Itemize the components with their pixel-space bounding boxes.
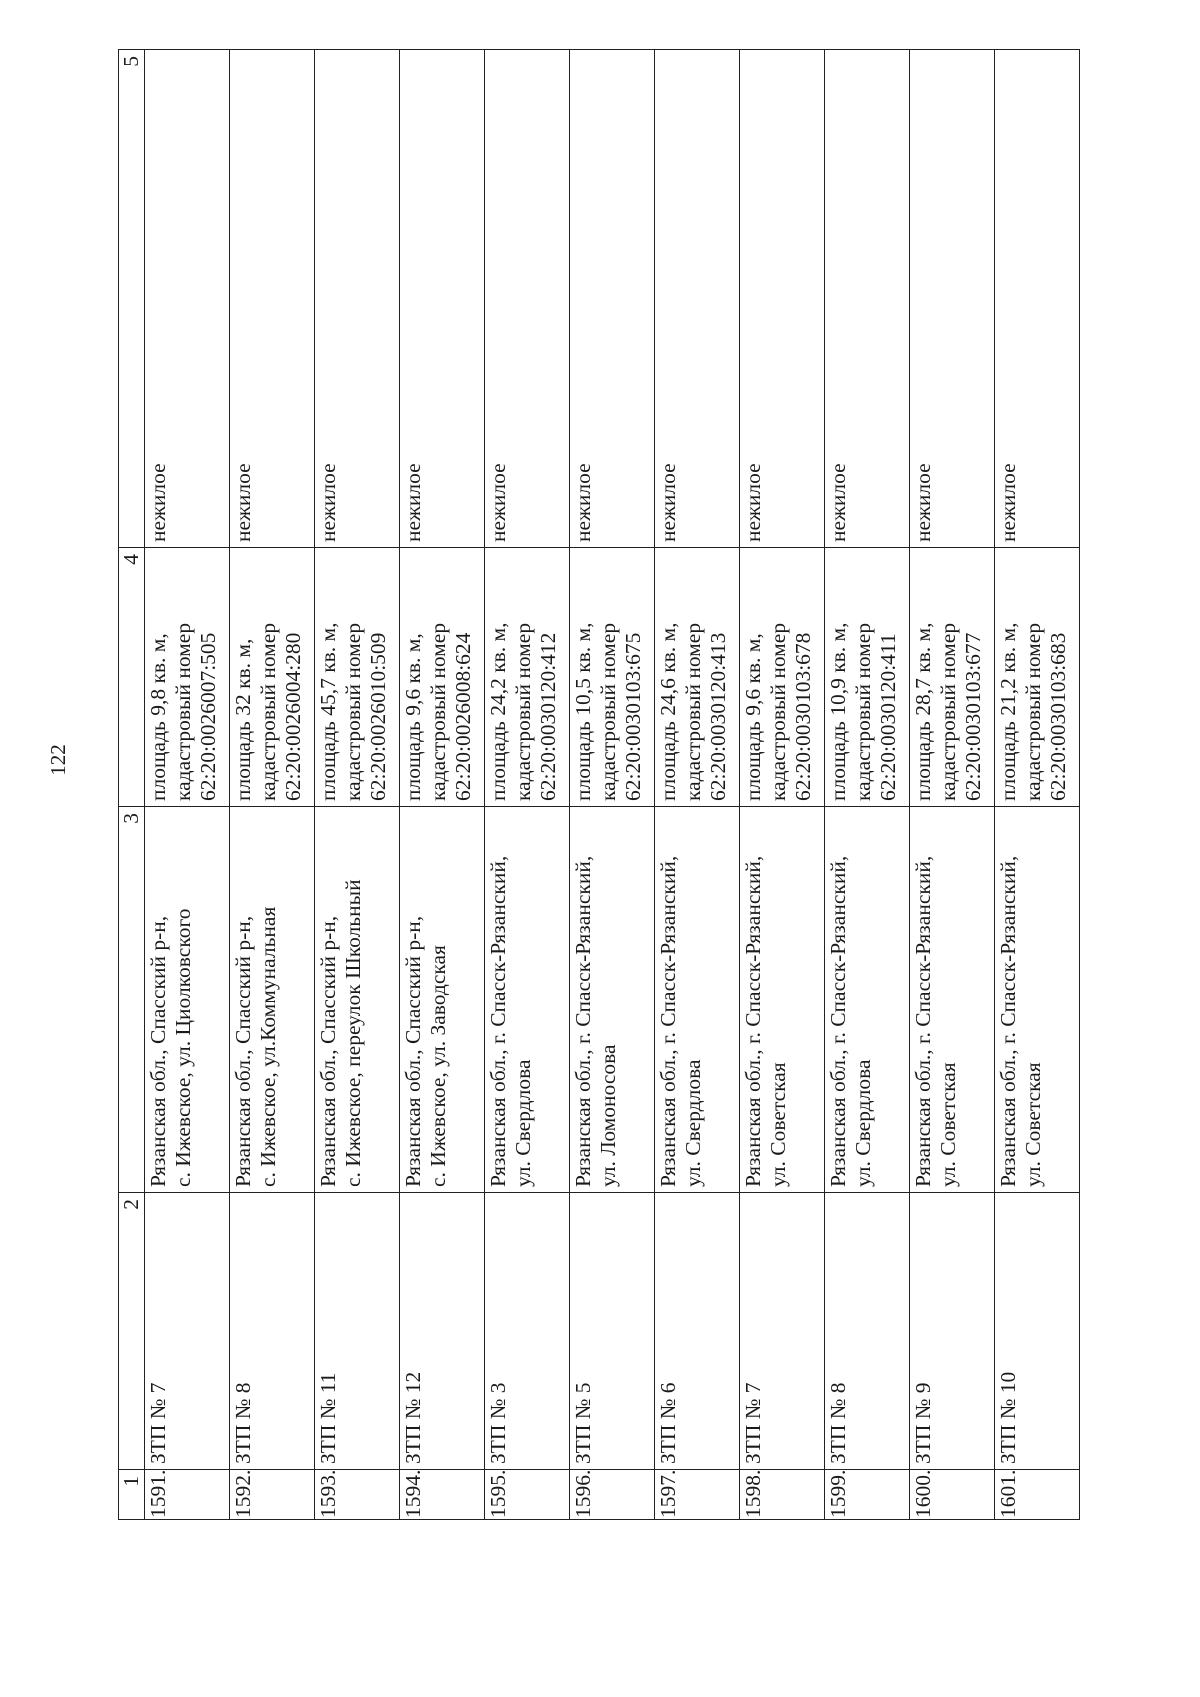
object-type: нежилое	[910, 50, 995, 548]
details-line: 62:20:0030120:412	[536, 632, 560, 801]
object-name: ЗТП № 7	[740, 1193, 825, 1470]
row-number: 1591.	[145, 1470, 230, 1520]
object-type: нежилое	[655, 50, 740, 548]
row-number: 1600.	[910, 1470, 995, 1520]
address-line: ул. Советская	[1021, 1062, 1045, 1187]
address-line: Рязанская обл., г. Спасск-Рязанский,	[656, 855, 680, 1187]
table-row	[825, 50, 910, 1520]
object-type: нежилое	[740, 50, 825, 548]
object-type: нежилое	[825, 50, 910, 548]
details-line: 62:20:0030103:677	[961, 632, 985, 801]
address-cell	[910, 807, 995, 1193]
address-cell	[570, 807, 655, 1193]
row-number: 1597.	[655, 1470, 740, 1520]
table-body	[145, 50, 1080, 1520]
property-table	[118, 49, 1080, 1520]
rotated-page-content	[118, 50, 1088, 1520]
details-line: 62:20:0030103:683	[1046, 632, 1070, 801]
table-row	[655, 50, 740, 1520]
object-name: ЗТП № 8	[230, 1193, 315, 1470]
details-line: площадь 9,6 кв. м,	[401, 633, 425, 801]
details-cell	[400, 548, 485, 807]
address-cell	[485, 807, 570, 1193]
details-line: площадь 45,7 кв. м,	[316, 622, 340, 801]
address-cell	[315, 807, 400, 1193]
details-cell	[995, 548, 1080, 807]
table-row	[230, 50, 315, 1520]
page-number: 122	[46, 744, 70, 776]
row-number: 1593.	[315, 1470, 400, 1520]
address-line: Рязанская обл., г. Спасск-Рязанский,	[571, 855, 595, 1187]
address-line: Рязанская обл., Спасский р-н,	[401, 915, 425, 1187]
details-line: 62:20:0026008:624	[451, 632, 475, 801]
details-line: 62:20:0030120:413	[706, 632, 730, 801]
object-name: ЗТП № 7	[145, 1193, 230, 1470]
object-name: ЗТП № 12	[400, 1193, 485, 1470]
table-row	[570, 50, 655, 1520]
details-line: 62:20:0026004:280	[281, 632, 305, 801]
table-row	[315, 50, 400, 1520]
details-line: площадь 9,6 кв. м,	[741, 633, 765, 801]
address-line: с. Ижевское, ул. Заводская	[426, 945, 450, 1187]
address-line: ул. Свердлова	[511, 1059, 535, 1187]
column-number: 4	[119, 548, 145, 807]
address-cell	[740, 807, 825, 1193]
object-name: ЗТП № 6	[655, 1193, 740, 1470]
details-line: площадь 28,7 кв. м,	[911, 622, 935, 801]
address-line: с. Ижевское, ул.Коммунальная	[256, 906, 280, 1187]
object-type: нежилое	[145, 50, 230, 548]
address-line: Рязанская обл., Спасский р-н,	[316, 915, 340, 1187]
details-line: 62:20:0030120:411	[876, 633, 900, 801]
details-line: кадастровый номер	[341, 622, 365, 801]
table-row	[400, 50, 485, 1520]
object-name: ЗТП № 3	[485, 1193, 570, 1470]
address-line: Рязанская обл., Спасский р-н,	[231, 915, 255, 1187]
address-line: с. Ижевское, переулок Школьный	[341, 879, 365, 1187]
details-line: кадастровый номер	[851, 622, 875, 801]
details-line: 62:20:0026010:509	[366, 632, 390, 801]
row-number: 1601.	[995, 1470, 1080, 1520]
object-name: ЗТП № 10	[995, 1193, 1080, 1470]
address-line: ул. Советская	[936, 1062, 960, 1187]
row-number: 1595.	[485, 1470, 570, 1520]
address-cell	[230, 807, 315, 1193]
column-number: 5	[119, 50, 145, 548]
details-line: кадастровый номер	[596, 622, 620, 801]
details-line: площадь 10,5 кв. м,	[571, 622, 595, 801]
address-line: Рязанская обл., г. Спасск-Рязанский,	[911, 855, 935, 1187]
address-cell	[400, 807, 485, 1193]
address-cell	[655, 807, 740, 1193]
object-type: нежилое	[995, 50, 1080, 548]
address-line: Рязанская обл., Спасский р-н,	[146, 915, 170, 1187]
address-line: Рязанская обл., г. Спасск-Рязанский,	[486, 855, 510, 1187]
details-cell	[740, 548, 825, 807]
details-line: кадастровый номер	[1021, 622, 1045, 801]
column-number: 2	[119, 1193, 145, 1470]
row-number: 1592.	[230, 1470, 315, 1520]
details-line: 62:20:0030103:675	[621, 632, 645, 801]
details-line: кадастровый номер	[511, 622, 535, 801]
object-name: ЗТП № 11	[315, 1193, 400, 1470]
column-number-row	[119, 50, 145, 1520]
row-number: 1596.	[570, 1470, 655, 1520]
row-number: 1598.	[740, 1470, 825, 1520]
table-row	[740, 50, 825, 1520]
object-type: нежилое	[400, 50, 485, 548]
address-cell	[995, 807, 1080, 1193]
details-line: 62:20:0026007:505	[196, 632, 220, 801]
row-number: 1594.	[400, 1470, 485, 1520]
details-cell	[570, 548, 655, 807]
details-line: кадастровый номер	[426, 622, 450, 801]
table-row	[145, 50, 230, 1520]
column-number: 3	[119, 807, 145, 1193]
address-line: ул. Свердлова	[851, 1059, 875, 1187]
object-type: нежилое	[315, 50, 400, 548]
details-line: кадастровый номер	[681, 622, 705, 801]
details-line: площадь 9,8 кв. м,	[146, 633, 170, 801]
details-line: площадь 24,2 кв. м,	[486, 622, 510, 801]
address-cell	[825, 807, 910, 1193]
object-type: нежилое	[230, 50, 315, 548]
object-name: ЗТП № 5	[570, 1193, 655, 1470]
details-cell	[230, 548, 315, 807]
details-line: кадастровый номер	[171, 622, 195, 801]
address-line: ул. Советская	[766, 1062, 790, 1187]
object-name: ЗТП № 8	[825, 1193, 910, 1470]
address-cell	[145, 807, 230, 1193]
details-cell	[315, 548, 400, 807]
details-cell	[910, 548, 995, 807]
table-row	[910, 50, 995, 1520]
address-line: Рязанская обл., г. Спасск-Рязанский,	[826, 855, 850, 1187]
details-cell	[825, 548, 910, 807]
object-name: ЗТП № 9	[910, 1193, 995, 1470]
column-number: 1	[119, 1470, 145, 1520]
details-line: кадастровый номер	[256, 622, 280, 801]
address-line: ул. Ломоносова	[596, 1044, 620, 1187]
details-line: 62:20:0030103:678	[791, 632, 815, 801]
row-number: 1599.	[825, 1470, 910, 1520]
details-cell	[145, 548, 230, 807]
address-line: ул. Свердлова	[681, 1059, 705, 1187]
details-line: кадастровый номер	[766, 622, 790, 801]
details-line: кадастровый номер	[936, 622, 960, 801]
object-type: нежилое	[570, 50, 655, 548]
details-line: площадь 21,2 кв. м,	[996, 622, 1020, 801]
details-line: площадь 32 кв. м,	[231, 638, 255, 801]
object-type: нежилое	[485, 50, 570, 548]
address-line: Рязанская обл., г. Спасск-Рязанский,	[741, 855, 765, 1187]
address-line: с. Ижевское, ул. Циолковского	[171, 908, 195, 1187]
details-cell	[655, 548, 740, 807]
details-line: площадь 10,9 кв. м,	[826, 622, 850, 801]
details-line: площадь 24,6 кв. м,	[656, 622, 680, 801]
address-line: Рязанская обл., г. Спасск-Рязанский,	[996, 855, 1020, 1187]
details-cell	[485, 548, 570, 807]
table-row	[485, 50, 570, 1520]
table-row	[995, 50, 1080, 1520]
